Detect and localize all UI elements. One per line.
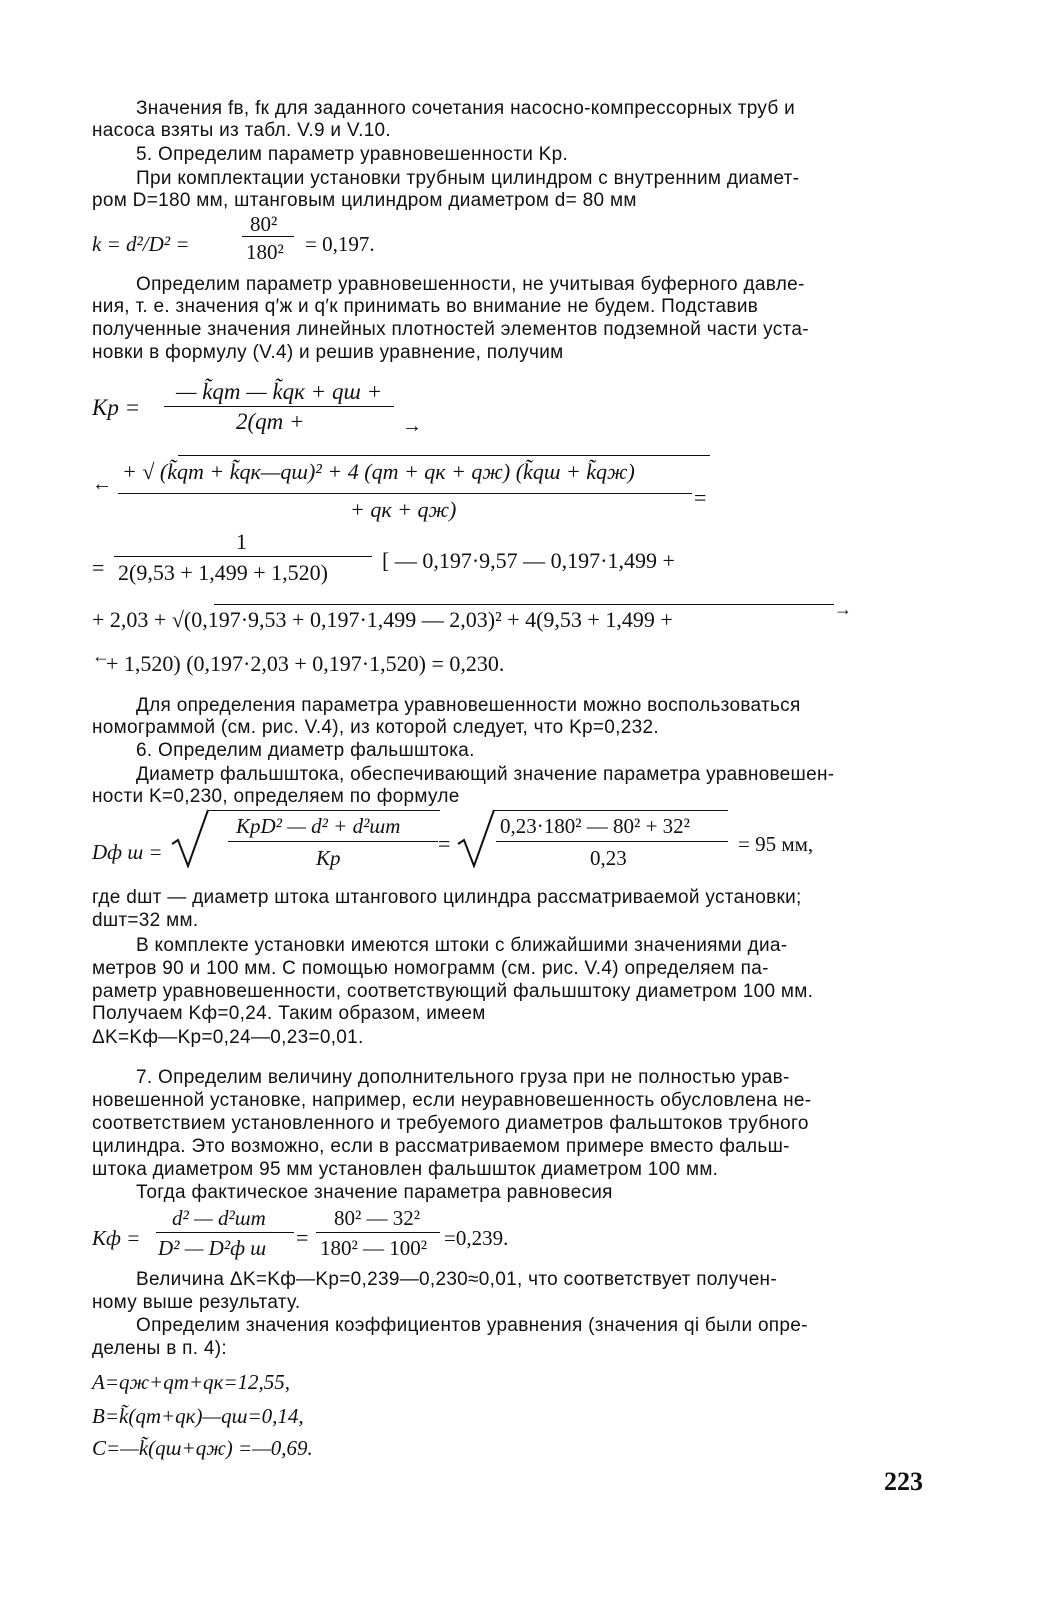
text-line: штока диаметром 95 мм установлен фальшшток диаметром 100 мм. xyxy=(92,1159,719,1180)
formula-dfsh-denominator: Kр xyxy=(316,846,341,870)
equals-sign: = xyxy=(438,831,451,856)
equals-sign: = xyxy=(694,485,707,510)
formula-kp-denominator-1: 2(qт + xyxy=(236,409,305,434)
text-line: полученные значения линейных плотностей элементов подземной части уста- xyxy=(92,319,809,340)
formula-kp-numerator-1: — k̃qт — k̃qк + qш + xyxy=(176,379,383,404)
formula-one: 1 xyxy=(236,529,247,554)
equals-sign: = xyxy=(296,1225,309,1250)
page-number: 223 xyxy=(884,1467,923,1496)
continuation-arrow-right: → xyxy=(834,599,852,619)
text-line: делены в п. 4): xyxy=(92,1338,227,1359)
continuation-arrow-left: ← xyxy=(92,473,112,495)
text-line: ром D=180 мм, штанговым цилиндром диаметром d= 80 мм xyxy=(92,190,637,211)
formula-k-denominator: 180² xyxy=(246,240,284,264)
formula-sub-denominator: 2(9,53 + 1,499 + 1,520) xyxy=(118,560,328,585)
fraction-bar xyxy=(496,841,728,842)
continuation-arrow-right: → xyxy=(402,415,422,437)
radical-bar xyxy=(494,810,728,811)
text-line: Диаметр фальшштока, обеспечивающий значение параметра уравновешен- xyxy=(136,764,835,785)
text-line: В комплекте установки имеются штоки с ближайшими значениями диа- xyxy=(136,935,788,956)
formula-kf-lhs: Kф = xyxy=(92,1226,141,1250)
formula-kf-result: =0,239. xyxy=(444,1226,509,1250)
fraction-bar xyxy=(118,493,692,494)
formula-kp-lhs: Kр = xyxy=(92,395,141,420)
radical-bar xyxy=(208,810,440,811)
equals-sign: = xyxy=(92,555,105,580)
fraction-bar xyxy=(316,1232,440,1233)
section-heading: 7. Определим величину дополнительного груза при не полностью урав- xyxy=(136,1067,790,1088)
radical-sign xyxy=(456,808,496,868)
formula-kf-denominator-2: 180² — 100² xyxy=(320,1236,428,1260)
formula-k-numerator: 80² xyxy=(250,212,278,236)
formula-dfsh-numerator: KрD² — d² + d²шт xyxy=(236,814,401,838)
text-line: Величина ΔK=Kф—Kр=0,239—0,230≈0,01, что соответствует получен- xyxy=(136,1269,777,1290)
formula-kf-denominator-1: D² — D²ф ш xyxy=(158,1236,267,1260)
section-heading: 6. Определим диаметр фальшштока. xyxy=(136,740,475,761)
text-line: номограммой (см. рис. V.4), из которой следует, что Kр=0,232. xyxy=(92,717,659,738)
text-line: насоса взяты из табл. V.9 и V.10. xyxy=(92,120,392,141)
coefficient-c: C=—k̃(qш+qж) =—0,69. xyxy=(92,1436,313,1460)
radical-sign xyxy=(170,808,210,868)
text-line: Тогда фактическое значение параметра равновесия xyxy=(136,1182,613,1203)
formula-dfsh-lhs: Dф ш = xyxy=(92,840,163,864)
formula-dfsh-denominator-2: 0,23 xyxy=(590,846,627,870)
text-line: раметр уравновешенности, соответствующий фальшштоку диаметром 100 мм. xyxy=(92,981,814,1002)
text-line: Определим значения коэффициентов уравнения (значения qi были опре- xyxy=(136,1315,808,1336)
text-line: соответствием установленного и требуемого диаметров фальштоков трубного xyxy=(92,1113,809,1134)
fraction-bar xyxy=(242,236,294,237)
formula-kp-numerator-2: + √ (k̃qт + k̃qк—qш)² + 4 (qт + qк + qж) (k̃qш + k̃qж) xyxy=(122,459,635,484)
formula-sub-rest: [ — 0,197·9,57 — 0,197·1,499 + xyxy=(382,548,675,573)
text-line: Значения fв, fк для заданного сочетания насосно-компрессорных труб и xyxy=(136,98,796,119)
text-line: dшт=32 мм. xyxy=(92,910,199,931)
coefficient-a: A=qж+qт+qк=12,55, xyxy=(92,1370,291,1394)
formula-kf-numerator-2: 80² — 32² xyxy=(334,1206,421,1230)
formula-dfsh-result: = 95 мм, xyxy=(738,832,814,856)
text-line: метров 90 и 100 мм. С помощью номограмм (см. рис. V.4) определяем па- xyxy=(92,958,769,979)
formula-kf-numerator-1: d² — d²шт xyxy=(172,1206,266,1230)
formula-k-lhs: k = d²/D² = xyxy=(92,232,190,256)
fraction-bar xyxy=(156,1232,294,1233)
continuation-arrow-left: ← xyxy=(92,646,110,666)
formula-kp-denominator-2: + qк + qж) xyxy=(350,497,457,522)
text-line: где dшт — диаметр штока штангового цилиндра рассматриваемой установки; xyxy=(92,887,802,908)
text-line: Для определения параметра уравновешенности можно воспользоваться xyxy=(136,695,801,716)
coefficient-b: B=k̃(qт+qк)—qш=0,14, xyxy=(92,1404,304,1428)
text-line: Получаем Kф=0,24. Таким образом, имеем xyxy=(92,1003,486,1024)
radical-bar xyxy=(178,455,710,456)
text-line: новки в формулу (V.4) и решив уравнение, получим xyxy=(92,342,564,363)
fraction-bar xyxy=(164,406,394,407)
formula-sub-line-3: + 1,520) (0,197·2,03 + 0,197·1,520) = 0,230. xyxy=(106,651,505,676)
formula-dfsh-numerator-2: 0,23·180² — 80² + 32² xyxy=(500,814,690,838)
text-line: ности K=0,230, определяем по формуле xyxy=(92,786,460,807)
section-heading: 5. Определим параметр уравновешенности Kр. xyxy=(136,144,569,165)
text-line: При комплектации установки трубным цилиндром с внутренним диамет- xyxy=(136,168,800,189)
text-line: ΔK=Kф—Kр=0,24—0,23=0,01. xyxy=(92,1027,364,1048)
fraction-bar xyxy=(114,556,372,557)
fraction-bar xyxy=(228,841,438,842)
radical-bar xyxy=(214,604,834,605)
text-line: ному выше результату. xyxy=(92,1292,301,1313)
text-line: новешенной установке, например, если неуравновешенность обусловлена не- xyxy=(92,1090,812,1111)
text-line: цилиндра. Это возможно, если в рассматриваемом примере вместо фальш- xyxy=(92,1136,790,1157)
text-line: Определим параметр уравновешенности, не учитывая буферного давле- xyxy=(136,274,805,295)
formula-sub-line-2: + 2,03 + √(0,197·9,53 + 0,197·1,499 — 2,03)² + 4(9,53 + 1,499 + xyxy=(92,607,673,632)
text-line: ния, т. е. значения q′ж и q′к принимать во внимание не будем. Подставив xyxy=(92,296,759,317)
formula-k-result: = 0,197. xyxy=(305,232,375,256)
